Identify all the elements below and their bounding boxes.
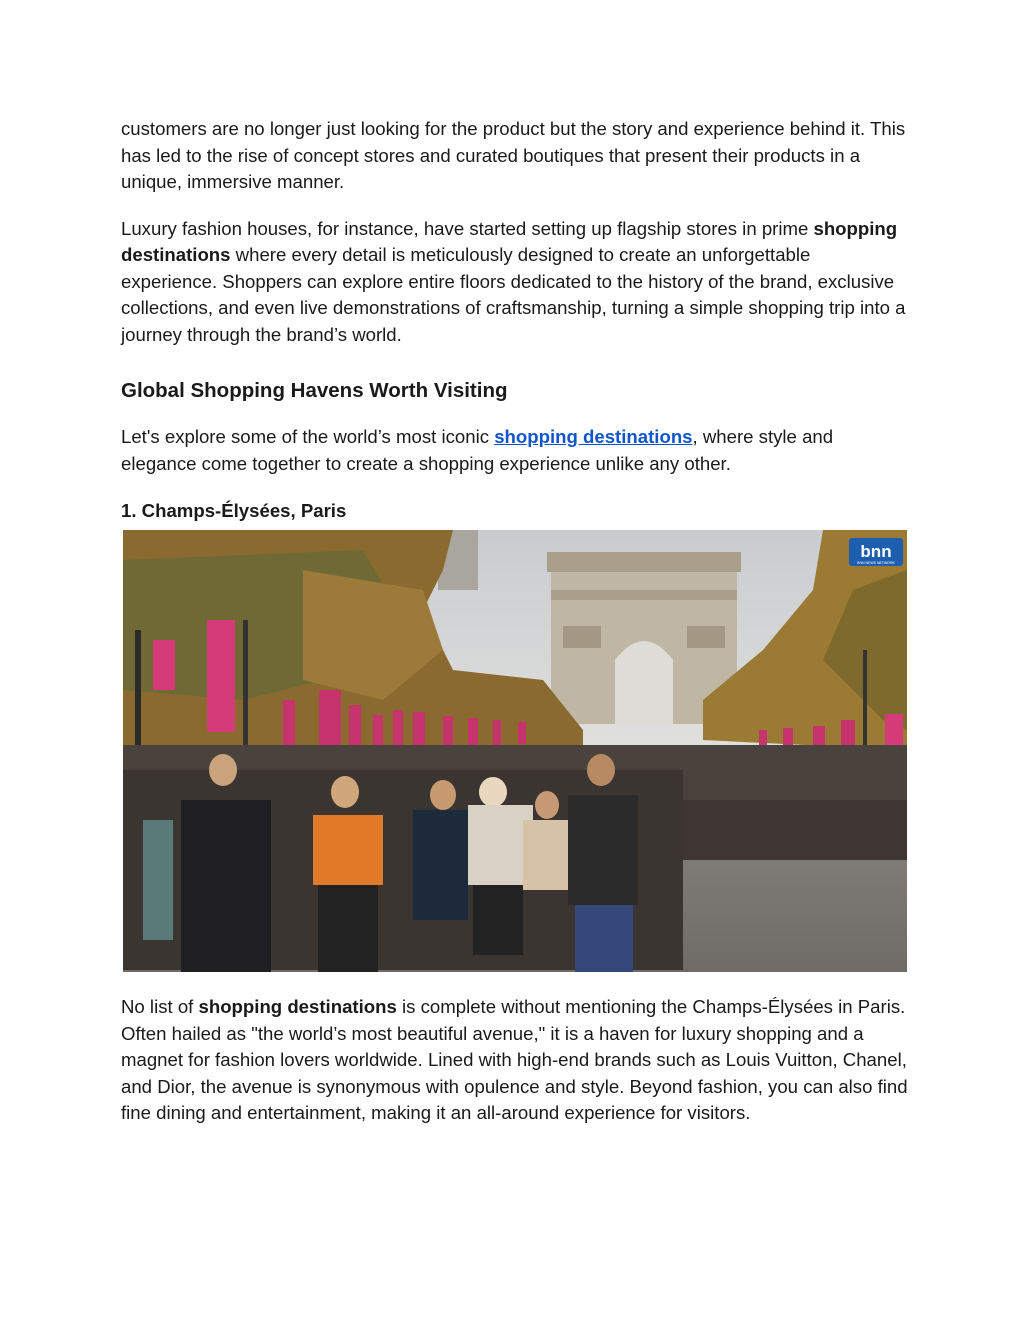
explore-text-end: , where style and elegance come together to create a shopping experience unlike any other. xyxy=(121,426,834,474)
champs-elysees-photo xyxy=(123,530,907,972)
shopping-destinations-link[interactable]: shopping destinations xyxy=(494,426,693,447)
champs-text-start: No list of xyxy=(121,996,199,1017)
luxury-paragraph xyxy=(121,216,911,349)
champs-elysees-paragraph xyxy=(121,994,911,1127)
bnn-logo xyxy=(849,538,903,566)
bnn-logo-text: bnn xyxy=(860,542,892,561)
article-body xyxy=(121,116,911,524)
luxury-bold-term: shopping destinations xyxy=(121,217,898,265)
intro-paragraph: customers are no longer just looking for the product but the story and experience behind it. This has led to the rise of concept stores and curated boutiques that present their products in a unique, immersive manner. xyxy=(121,118,906,192)
luxury-text-start: Luxury fashion houses, for instance, have started setting up flagship stores in prime xyxy=(121,217,814,239)
explore-paragraph xyxy=(121,424,911,477)
luxury-text-end: where every detail is meticulously designed to create an unforgettable experience. Shoppers can explore entire floors dedicated to the history of the brand, exclusive collections, and even live demonstrations of craftsmanship, turning a simple shopping trip into a journey through the brand’s world. xyxy=(121,244,906,345)
champs-text-end: is complete without mentioning the Champs-Élysées in Paris. Often hailed as "the world’s most beautiful avenue," it is a haven for luxury shopping and a magnet for fashion lovers worldwide. Lined with high-end brands such as Louis Vuitton, Chanel, and Dior, the avenue is synonymous with opulence and style. Beyond fashion, you can also find fine dining and entertainment, making it an all-around experience for visitors. xyxy=(121,996,908,1123)
champs-bold-term: shopping destinations xyxy=(198,996,397,1017)
champs-elysees-subheading: 1. Champs-Élysées, Paris xyxy=(121,500,347,521)
bnn-logo-subtext: BNN NEWS NETWORK xyxy=(857,561,895,565)
section-heading: Global Shopping Havens Worth Visiting xyxy=(121,379,508,402)
explore-text-start: Let's explore some of the world’s most iconic xyxy=(121,426,495,447)
